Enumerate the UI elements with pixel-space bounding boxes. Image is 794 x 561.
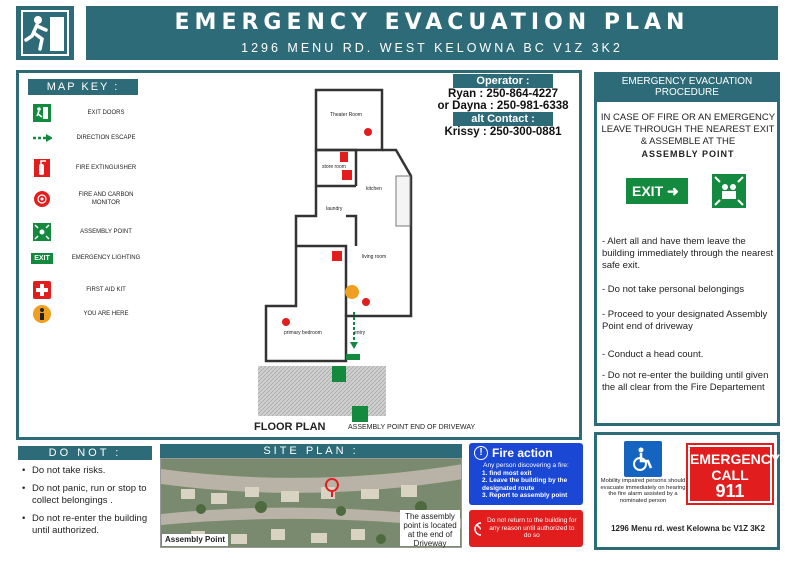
procedure-intro [600,112,776,160]
exit-sign [626,178,688,204]
smoke-detector-icon [32,189,52,209]
procedure-assembly-point: ASSEMBLY POINT [641,149,735,159]
site-plan-title: SITE PLAN : [160,444,462,458]
you-are-here-icon [32,304,52,324]
exit-sign-text: EXIT [31,253,53,264]
contact-line-3: Krissy : 250-300-0881 [444,126,562,138]
key-item-monitor [32,188,182,210]
map-key-title: MAP KEY : [28,79,138,95]
assembly-point-note: ASSEMBLY POINT END OF DRIVEWAY [348,424,476,431]
procedure-item: - Do not re-enter the building until given the all clear from the Fire Departement [602,370,769,393]
emergency-text: EMERGENCY [690,451,781,467]
svg-text:kitchen: kitchen [366,186,382,192]
emergency-call-sign [686,443,781,505]
key-label: DIRECTION ESCAPE [76,135,136,141]
key-label: FIRE AND CARBON MONITOR [78,192,134,206]
header-banner [86,6,778,60]
arrow-right-icon: ➜ [663,183,679,199]
svg-text:living room: living room [362,254,387,260]
first-aid-icon [332,251,342,261]
contact-block [426,74,580,138]
exit-sign-icon [32,248,52,268]
operator-label: Operator : [453,74,553,88]
fire-action-step: 3. Report to assembly point [482,492,568,499]
no-return-box [469,510,583,547]
do-not-title: DO NOT : [18,446,152,460]
key-item-you-are-here [32,303,182,325]
exit-sign-icon [346,354,360,360]
key-label: YOU ARE HERE [83,311,129,317]
list-item: • Do not panic, run or stop to collect belongings . [22,483,158,507]
fire-action-lead: Any person discovering a fire: [483,462,569,469]
call-text: CALL [711,467,749,483]
fire-action-step: 1. find most exit [482,469,532,477]
key-item-exit-doors [32,102,182,124]
procedure-item: - Proceed to your designated Assembly Point end of driveway [602,309,768,332]
fire-extinguisher-icon [340,152,348,162]
list-item: • Do not re-enter the building until authorized. [22,513,158,537]
svg-text:primary bedroom: primary bedroom [284,330,322,336]
smoke-detector-icon [362,298,370,306]
site-assembly-note: The assembly point is located at the end of Driveway [400,510,460,546]
assembly-point-icon [32,222,52,242]
fire-action-title: Fire action [492,446,553,460]
key-label: EMERGENCY LIGHTING [71,255,141,261]
direction-arrow-icon [32,128,52,148]
fire-extinguisher-icon [32,158,52,178]
contact-line-2: or Dayna : 250-981-6338 [437,100,569,112]
smoke-detector-icon [282,318,290,326]
footer-address: 1296 Menu rd. west Kelowna bc V1Z 3K2 [611,524,765,533]
assembly-point-icon [352,406,368,422]
logo [16,6,74,60]
header-address: 1296 MENU RD. WEST KELOWNA BC V1Z 3K2 [241,41,623,55]
key-item-direction [32,127,182,149]
procedure-item: - Alert all and have them leave the building immediately through the nearest safe exit. [602,236,774,271]
no-return-text: Do not return to the building for any reason until authorized to do so [487,517,577,540]
key-label: EXIT DOORS [87,110,125,116]
assembly-point-icon [712,174,746,208]
alert-icon: ! [474,446,488,460]
smoke-detector-icon [364,128,372,136]
svg-text:laundry: laundry [326,206,343,212]
svg-text:entry: entry [354,330,366,336]
key-item-extinguisher [32,157,182,179]
procedure-title: EMERGENCY EVACUATION PROCEDURE [594,72,780,102]
procedure-item: - Do not take personal belongings [602,284,745,295]
fire-action-header [474,446,578,460]
wheelchair-icon [624,441,662,477]
exit-sign-text: EXIT [632,183,664,199]
alt-contact-label: alt Contact : [453,112,553,126]
first-aid-icon [342,170,352,180]
running-man-exit-icon [16,6,74,60]
site-assembly-caption: Assembly Point [162,534,228,546]
exit-door-icon [32,103,52,123]
procedure-intro-text: IN CASE OF FIRE OR AN EMERGENCY LEAVE THROUGH THE NEAREST EXIT & ASSEMBLE AT THE [600,112,776,147]
phone-number: 911 [715,481,745,501]
first-aid-icon [32,280,52,300]
exit-door-icon [332,366,346,382]
key-item-lighting [32,247,182,269]
fire-action-box [469,443,583,505]
list-item: • Do not take risks. [22,465,158,477]
key-label: ASSEMBLY POINT [80,229,132,235]
contact-line-1: Ryan : 250-864-4227 [448,88,558,100]
floor-plan-drawing [246,86,426,436]
key-label: FIRE EXTINGUISHER [75,165,137,171]
assembly-point-sign [712,174,746,208]
page-title: EMERGENCY EVACUATION PLAN [174,10,690,35]
procedure-item: - Conduct a head count. [602,349,704,360]
floor-plan-label: FLOOR PLAN [254,421,326,433]
fire-action-text [474,462,578,500]
room-theater: Theater Room [330,112,362,118]
do-not-list [22,465,158,543]
prohibited-icon [474,522,481,536]
fire-action-step: 2. Leave the building by the designated route [482,477,568,492]
key-label: FIRST AID KIT [86,287,126,293]
accessibility-text: Mobility impaired persons should evacuate immediately on hearing the fire alarm assisted by a nominated person [600,478,686,504]
you-are-here-icon [345,285,359,299]
key-item-first-aid [32,279,182,301]
key-item-assembly [32,221,182,243]
svg-text:store room: store room [322,164,346,170]
